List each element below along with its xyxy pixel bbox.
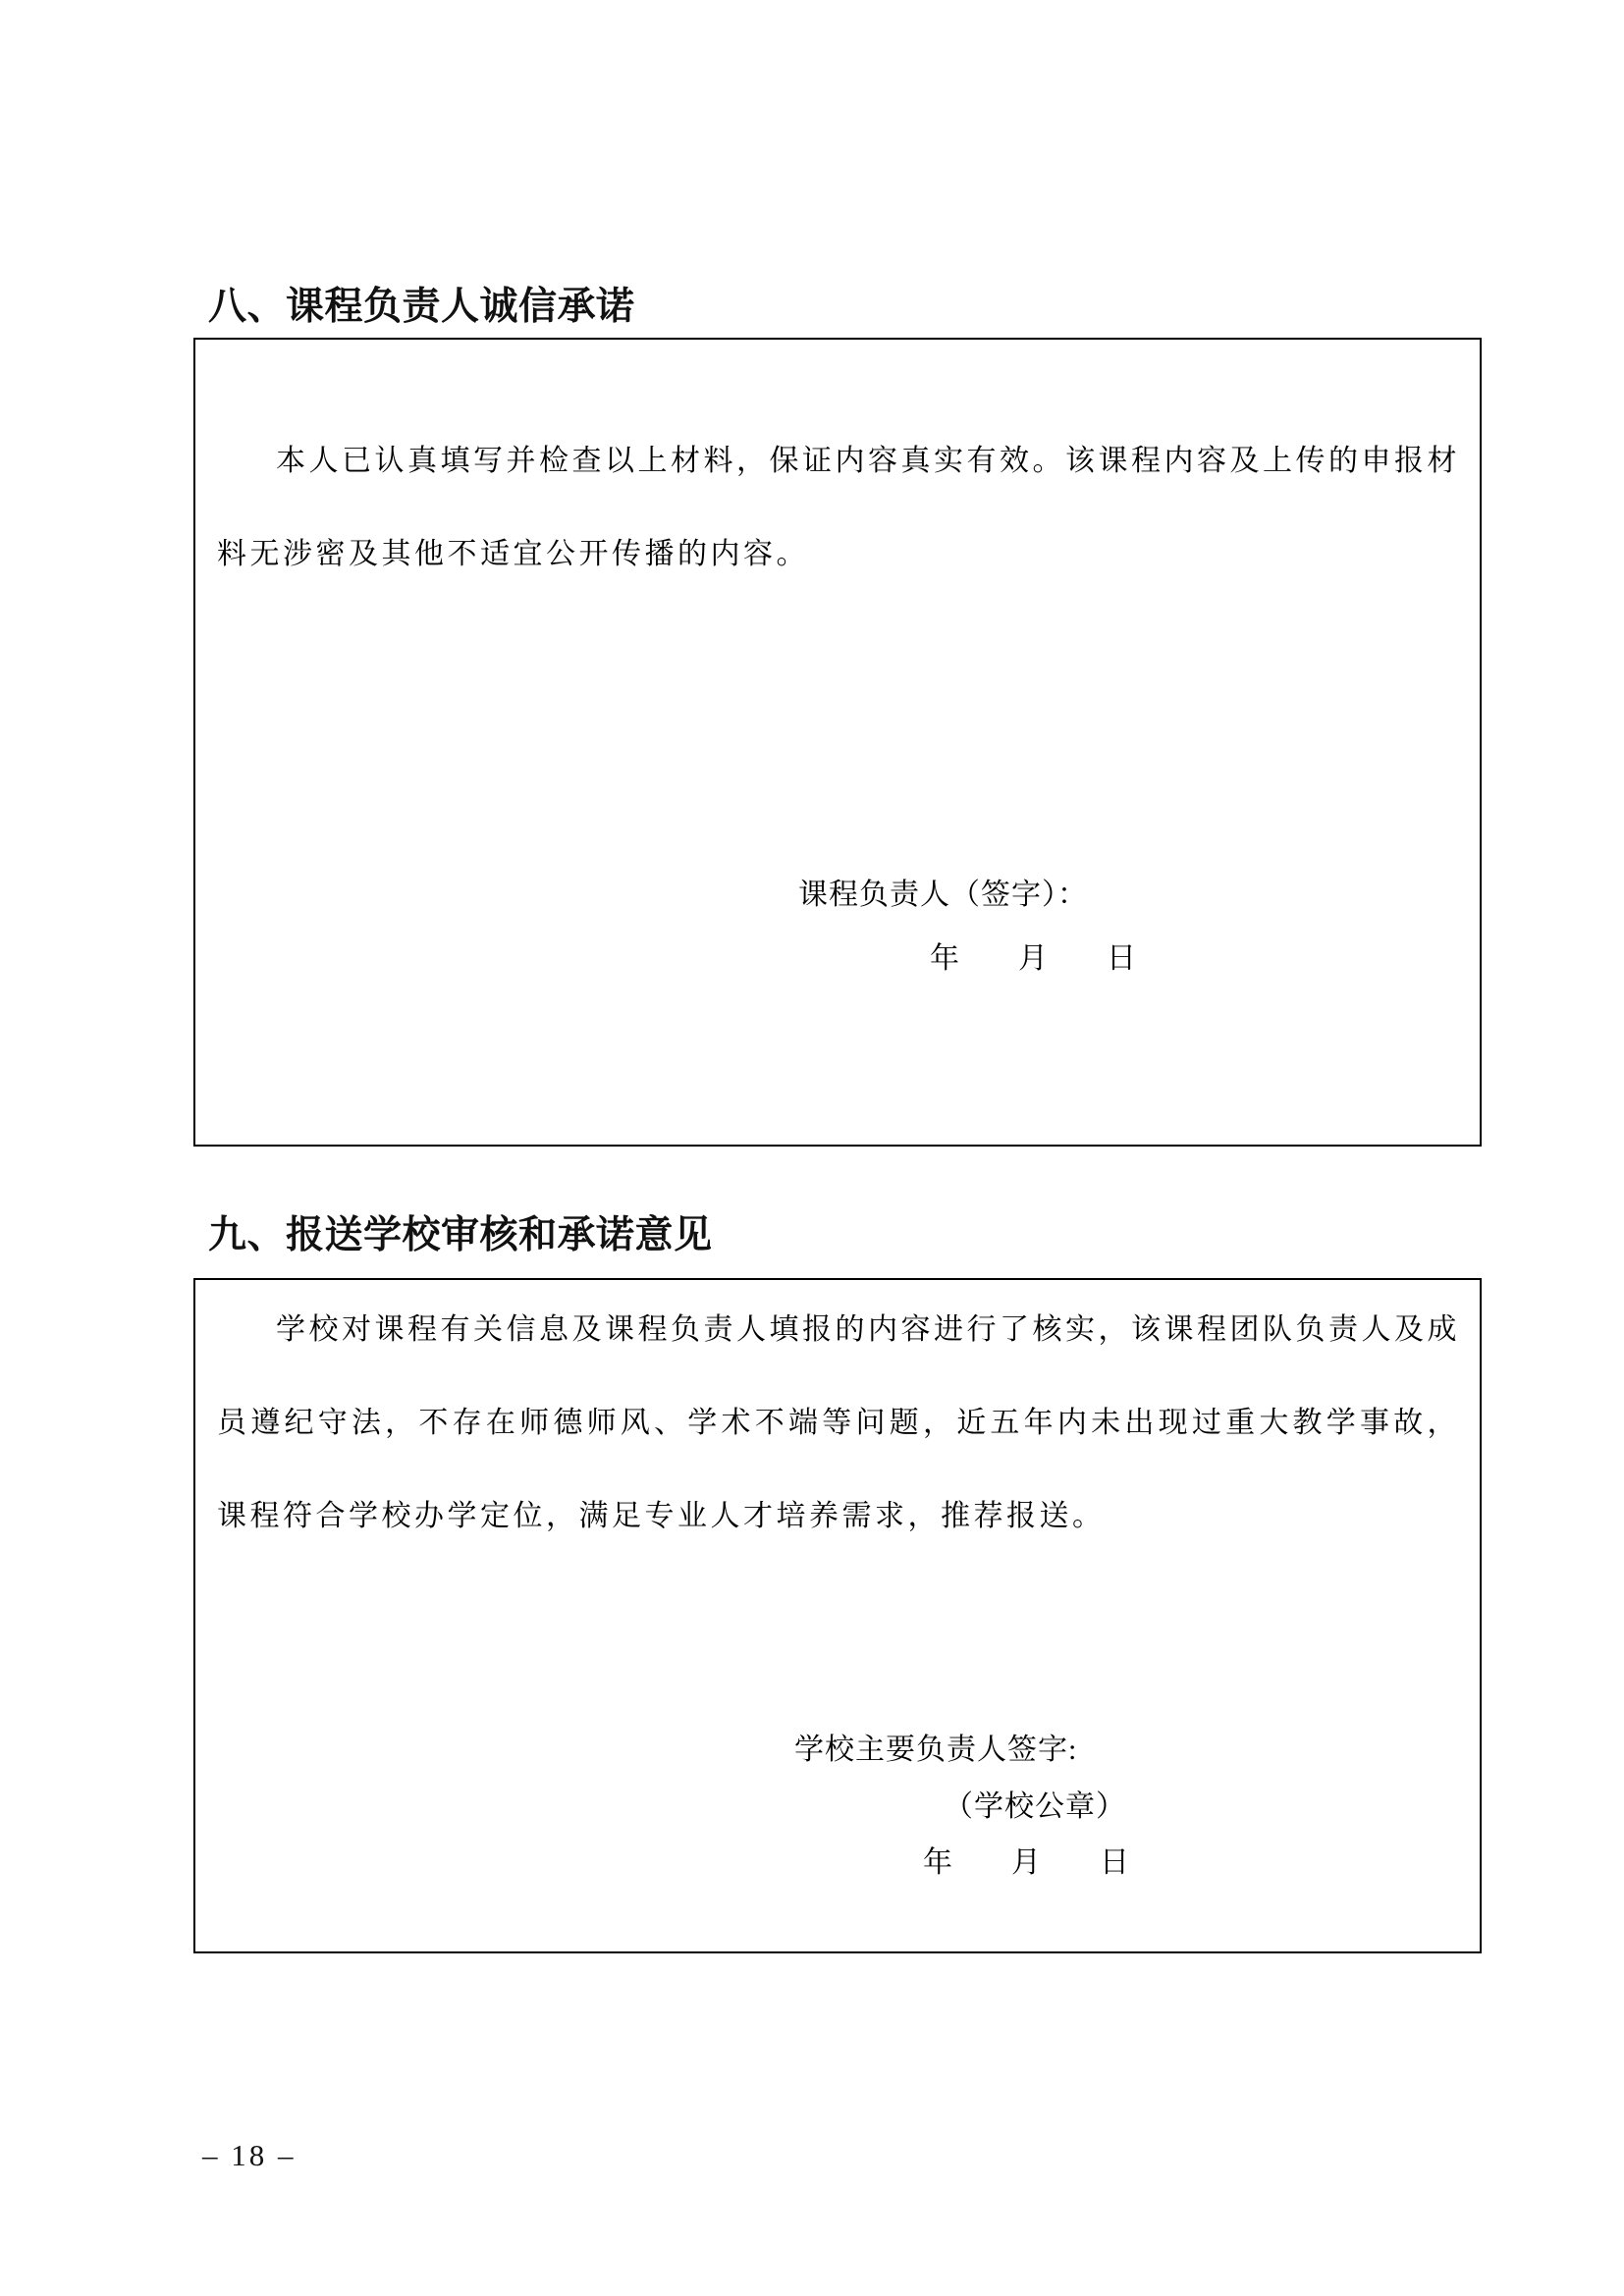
school-leader-signature-label: 学校主要负责人签字: [794,1734,1078,1766]
section-9-box [193,1278,1482,1953]
page-number: – 18 – [202,2138,297,2172]
section-9-heading: 九、报送学校审核和承诺意见 [208,1214,713,1256]
section-9-body: 学校对课程有关信息及课程负责人填报的内容进行了核实，该课程团队负责人及成员遵纪守法，不存在师德师风、学术不端等问题，近五年内未出现过重大教学事故，课程符合学校办学定位，满足专业人才培养需求，推荐报送。 [217,1313,1460,1532]
section-8-body: 本人已认真填写并检查以上材料，保证内容真实有效。该课程内容及上传的申报材料无涉密及其他不适宜公开传播的内容。 [217,445,1460,570]
section-8-heading: 八、课程负责人诚信承诺 [208,286,635,328]
school-seal-label: （学校公章） [944,1790,1126,1823]
section-8-box [193,338,1482,1147]
section-8-date-line: 年 月 日 [930,942,1136,975]
course-leader-signature-label: 课程负责人（签字）： [798,879,1088,911]
section-9-date-line: 年 月 日 [923,1846,1129,1879]
